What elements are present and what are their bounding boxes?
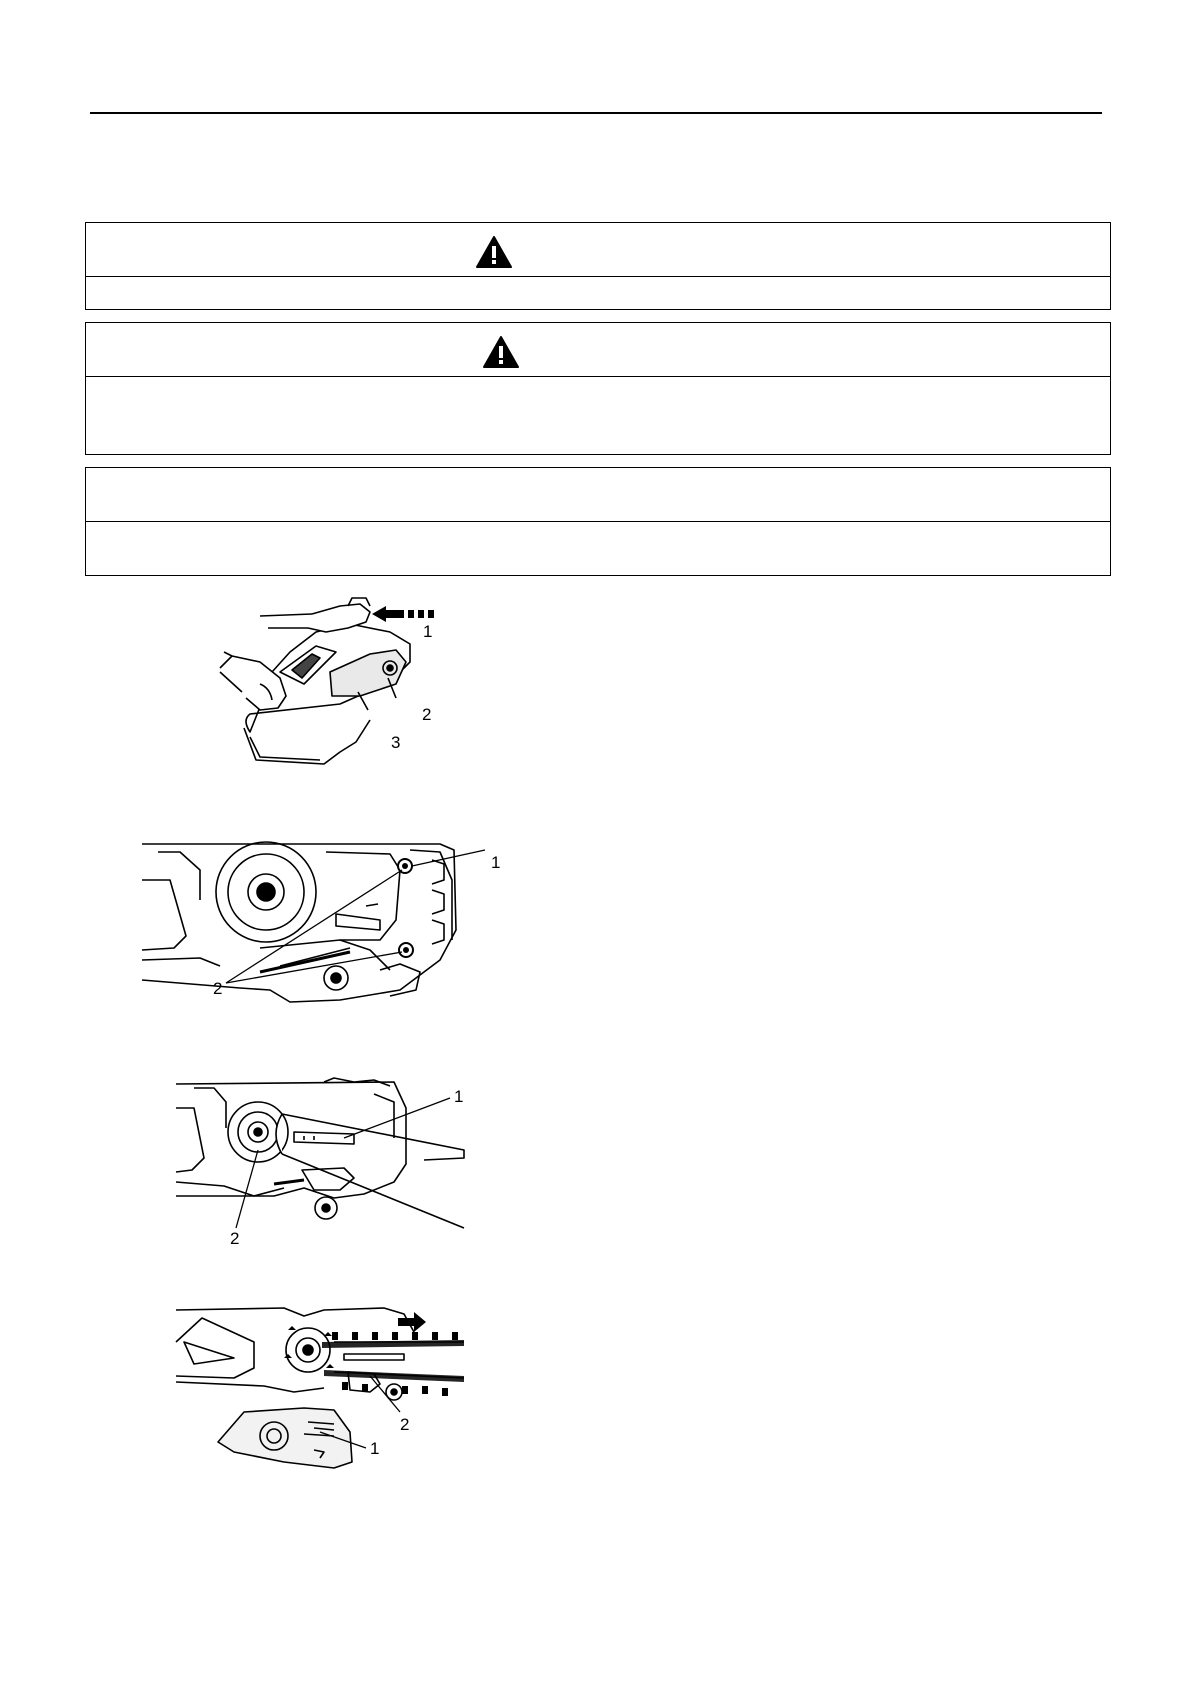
header-rule: [90, 112, 1102, 114]
figure-guide-bar-bolts: [140, 840, 510, 1015]
figure-guide-bar-mounting: [174, 1078, 474, 1248]
figure-sprocket-cover-removal: [220, 592, 450, 772]
figure2-callout-2: 2: [213, 979, 223, 998]
warning-box-2-body: [86, 377, 1110, 454]
figure3-callout-1: 1: [454, 1087, 464, 1106]
warning-box-1-body: [86, 277, 1110, 309]
figure2-callout-1: 1: [491, 853, 501, 872]
note-box-body: [86, 522, 1110, 575]
figure4-callout-1: 1: [370, 1439, 380, 1458]
warning-triangle-icon: [482, 335, 520, 369]
warning-triangle-icon: [475, 235, 513, 269]
figure1-callout-2: 2: [422, 705, 432, 724]
figure3-callout-2: 2: [230, 1229, 240, 1248]
warning-box-1: [85, 222, 1111, 310]
warning-box-2: [85, 322, 1111, 455]
warning-box-2-header: [86, 323, 1110, 377]
note-box-header: [86, 468, 1110, 522]
figure1-callout-3: 3: [391, 733, 401, 752]
figure4-callout-2: 2: [400, 1415, 410, 1434]
figure-chain-and-cover: [174, 1302, 474, 1472]
note-box: [85, 467, 1111, 576]
figure1-callout-1: 1: [423, 622, 433, 641]
warning-box-1-header: [86, 223, 1110, 277]
